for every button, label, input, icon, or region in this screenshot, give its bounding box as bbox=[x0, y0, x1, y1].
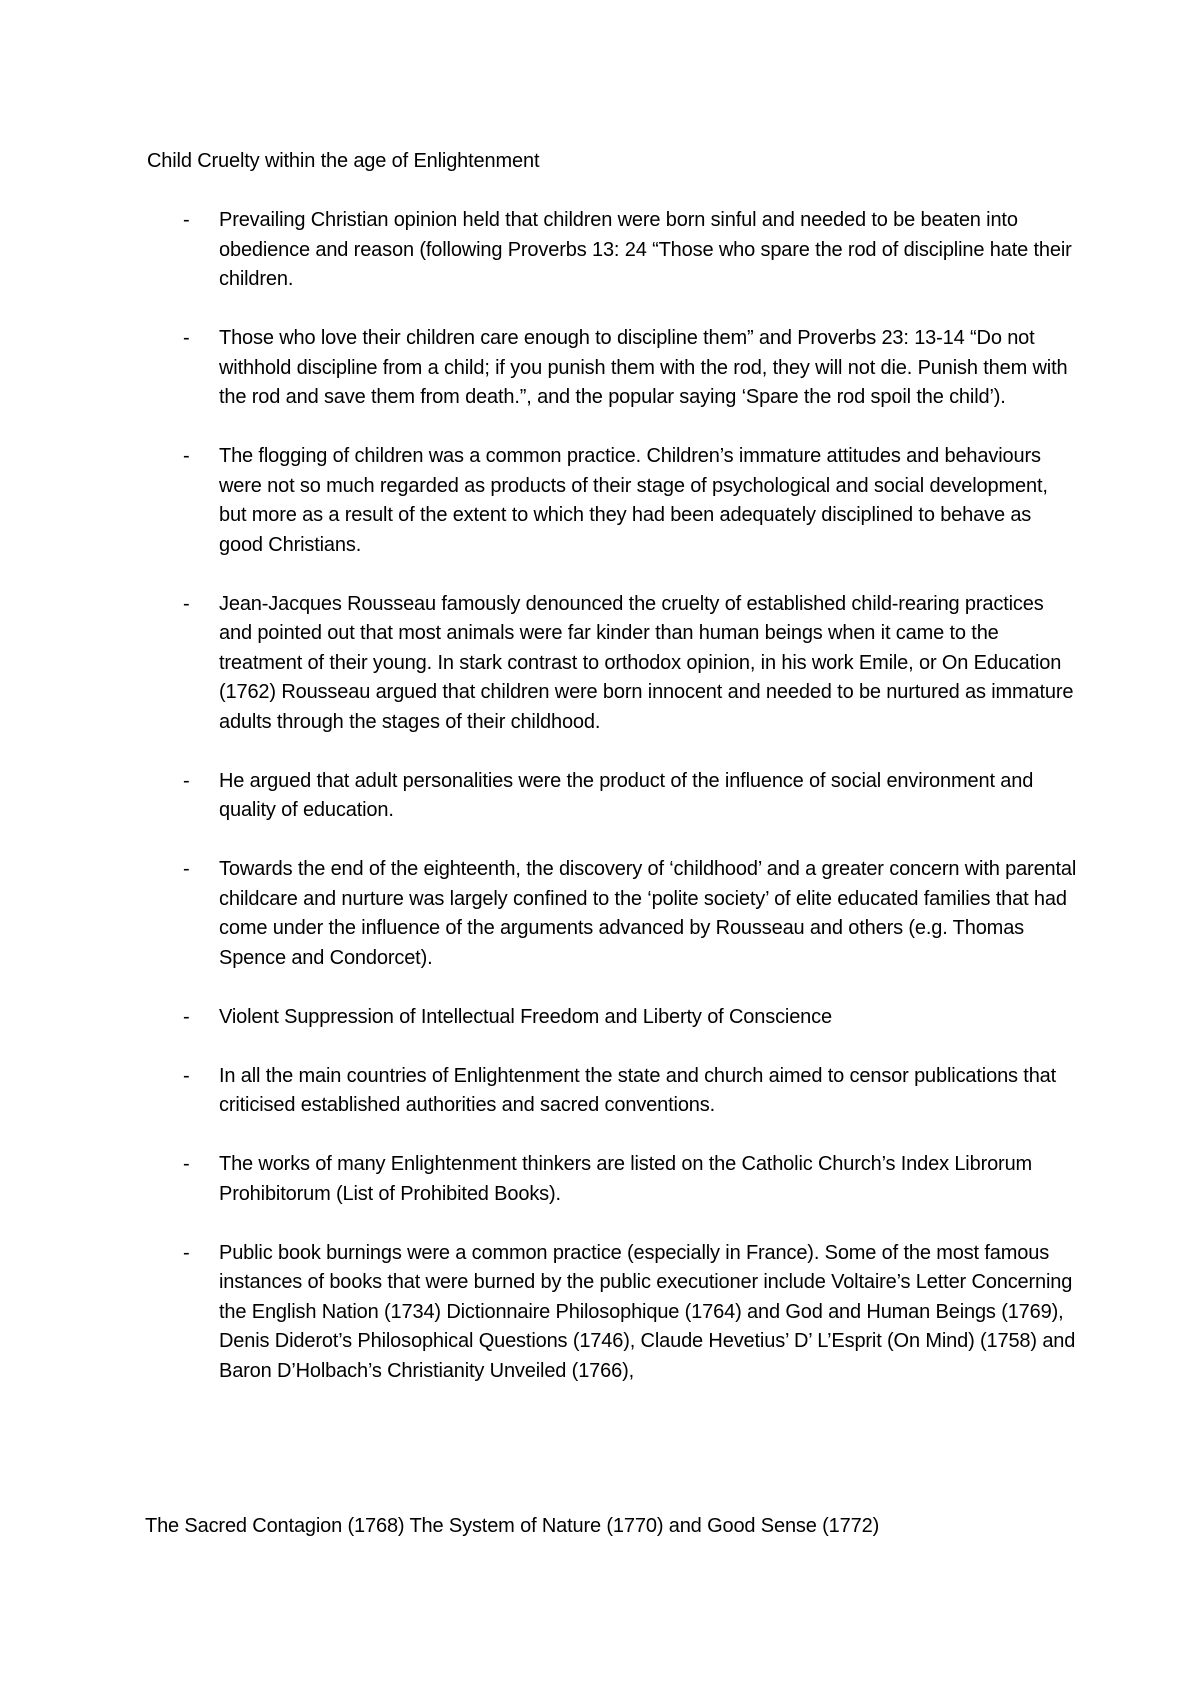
bullet-dash: - bbox=[183, 445, 190, 467]
bullet-dash: - bbox=[183, 1005, 190, 1028]
bullet-dash: - bbox=[183, 1064, 190, 1087]
bullet-text: Towards the end of the eighteenth, the discovery of ‘childhood’ and a greater concern with parental childcare and nurture was largely confined to the ‘polite society’ of elite educated families that had come under the influence of the arguments advanced by Rousseau and others (e.g. Thomas Spence and Condorcet). bbox=[219, 858, 1077, 969]
bullet-dash: - bbox=[183, 1153, 190, 1175]
bullet-dash: - bbox=[183, 209, 190, 231]
bullet-text: Jean-Jacques Rousseau famously denounced the cruelty of established child-rearing practices and pointed out that most animals were far kinder than human beings when it came to the treatment of their young. In stark contrast to orthodox opinion, in his work Emile, or On Education (1762) Rousseau argued that children were born innocent and needed to be nurtured as immature adults through the stages of their childhood. bbox=[219, 592, 1074, 733]
list-item bbox=[0, 324, 1077, 413]
list-item bbox=[0, 1239, 1077, 1387]
list-item bbox=[0, 1150, 1077, 1209]
page-title: Child Cruelty within the age of Enlightenment bbox=[147, 150, 540, 172]
bullet-text: In all the main countries of Enlightenment the state and church aimed to censor publications that criticised established authorities and sacred conventions. bbox=[219, 1064, 1057, 1116]
bullet-dash: - bbox=[183, 769, 190, 792]
bullet-text: Violent Suppression of Intellectual Freedom and Liberty of Conscience bbox=[219, 1005, 832, 1028]
bullet-dash: - bbox=[183, 327, 190, 349]
bullet-dash: - bbox=[183, 858, 190, 880]
bullet-text: Those who love their children care enough to discipline them” and Proverbs 23: 13-14 “Do not withhold discipline from a child; if you punish them with the rod, they will not die. Punish them with the rod and save them from death.”, and the popular saying ‘Spare the rod spoil the child’). bbox=[219, 327, 1068, 408]
bullet-text: He argued that adult personalities were the product of the influence of social environment and quality of education. bbox=[219, 769, 1034, 821]
list-item bbox=[0, 1062, 1077, 1121]
closing-line: The Sacred Contagion (1768) The System of Nature (1770) and Good Sense (1772) bbox=[145, 1515, 880, 1537]
bullet-list bbox=[0, 206, 1200, 1416]
list-item bbox=[0, 442, 1077, 560]
list-item bbox=[0, 1003, 1077, 1033]
bullet-text: Prevailing Christian opinion held that children were born sinful and needed to be beaten into obedience and reason (following Proverbs 13: 24 “Those who spare the rod of discipline hate their children. bbox=[219, 209, 1072, 290]
bullet-text: The flogging of children was a common practice. Children’s immature attitudes and behaviours were not so much regarded as products of their stage of psychological and social development, but more as a result of the extent to which they had been adequately disciplined to behave as good Christians. bbox=[219, 445, 1048, 556]
bullet-text: The works of many Enlightenment thinkers are listed on the Catholic Church’s Index Librorum Prohibitorum (List of Prohibited Books). bbox=[219, 1153, 1033, 1205]
bullet-dash: - bbox=[183, 592, 190, 615]
bullet-text: Public book burnings were a common practice (especially in France). Some of the most famous instances of books that were burned by the public executioner include Voltaire’s Letter Concerning the English Nation (1734) Dictionnaire Philosophique (1764) and God and Human Beings (1769), Denis Diderot’s Philosophical Questions (1746), Claude Hevetius’ D’ L’Esprit (On Mind) (1758) and Baron D’Holbach’s Christianity Unveiled (1766), bbox=[219, 1241, 1076, 1382]
list-item bbox=[0, 767, 1077, 826]
list-item bbox=[0, 590, 1077, 738]
list-item bbox=[0, 206, 1077, 295]
bullet-dash: - bbox=[183, 1241, 190, 1264]
list-item bbox=[0, 855, 1077, 973]
